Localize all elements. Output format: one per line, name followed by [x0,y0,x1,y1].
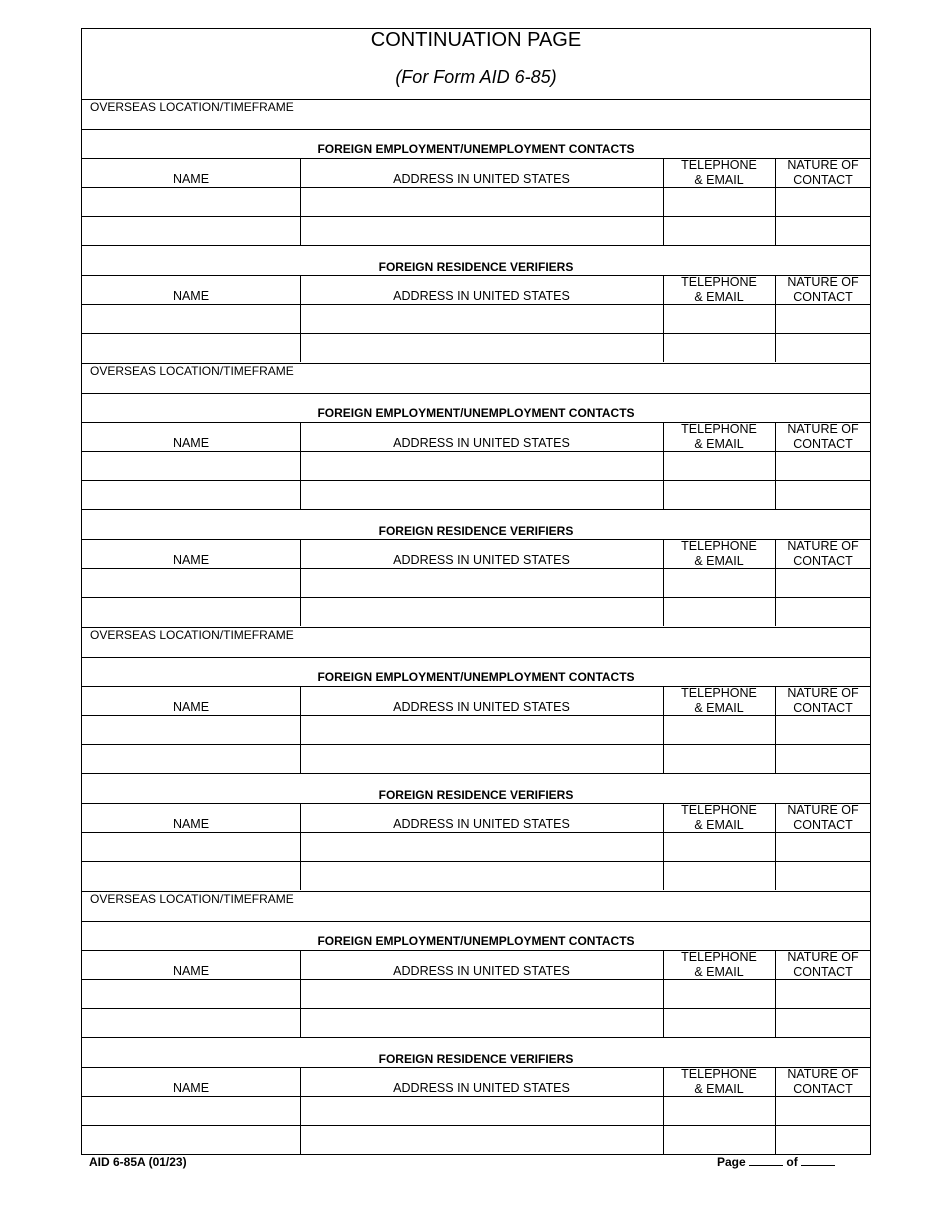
table-cell-address[interactable] [300,597,663,626]
table-cell-nature[interactable] [775,861,871,890]
table-cell-name[interactable] [82,861,300,890]
column-header-address: ADDRESS IN UNITED STATES [393,436,570,450]
column-header-address: ADDRESS IN UNITED STATES [393,700,570,714]
table-cell-address[interactable] [300,480,663,509]
column-divider [663,1067,664,1154]
table-cell-address[interactable] [300,304,663,333]
table-cell-name[interactable] [82,715,300,744]
employment-contacts-heading: FOREIGN EMPLOYMENT/UNEMPLOYMENT CONTACTS [317,670,635,684]
column-divider [775,422,776,509]
overseas-location-label: OVERSEAS LOCATION/TIMEFRAME [90,364,294,378]
table-cell-name[interactable] [82,568,300,597]
table-cell-address[interactable] [300,1008,663,1037]
table-cell-nature[interactable] [775,304,871,333]
table-cell-address[interactable] [300,451,663,480]
table-cell-address[interactable] [300,568,663,597]
row-divider [82,1037,870,1038]
table-cell-name[interactable] [82,1125,300,1154]
table-cell-address[interactable] [300,333,663,362]
column-divider [663,158,664,245]
table-cell-name[interactable] [82,1096,300,1125]
column-header-name: NAME [172,172,210,186]
column-header-nature: NATURE OF CONTACT [787,950,859,979]
column-header-telephone: TELEPHONE & EMAIL [681,158,757,187]
page-label: Page [717,1155,746,1169]
table-cell-telephone[interactable] [663,715,775,744]
column-header-address: ADDRESS IN UNITED STATES [393,1081,570,1095]
column-header-name: NAME [172,553,210,567]
column-divider [300,275,301,362]
column-header-name: NAME [172,700,210,714]
column-divider [663,539,664,626]
table-cell-name[interactable] [82,744,300,773]
table-cell-nature[interactable] [775,333,871,362]
table-cell-name[interactable] [82,597,300,626]
table-cell-name[interactable] [82,480,300,509]
table-cell-address[interactable] [300,744,663,773]
column-header-telephone: TELEPHONE & EMAIL [681,275,757,304]
table-cell-name[interactable] [82,832,300,861]
column-header-telephone: TELEPHONE & EMAIL [681,422,757,451]
employment-contacts-heading: FOREIGN EMPLOYMENT/UNEMPLOYMENT CONTACTS [317,934,635,948]
column-header-name: NAME [172,964,210,978]
column-header-name: NAME [172,436,210,450]
table-cell-address[interactable] [300,1125,663,1154]
table-cell-telephone[interactable] [663,480,775,509]
employment-contacts-heading: FOREIGN EMPLOYMENT/UNEMPLOYMENT CONTACTS [317,406,635,420]
table-cell-nature[interactable] [775,744,871,773]
column-divider [775,539,776,626]
column-header-name: NAME [172,817,210,831]
residence-verifiers-heading: FOREIGN RESIDENCE VERIFIERS [378,1052,574,1066]
overseas-location-label: OVERSEAS LOCATION/TIMEFRAME [90,628,294,642]
row-divider [82,245,870,246]
table-cell-telephone[interactable] [663,187,775,216]
column-header-name: NAME [172,289,210,303]
column-header-telephone: TELEPHONE & EMAIL [681,686,757,715]
table-cell-telephone[interactable] [663,1125,775,1154]
form-id: AID 6-85A (01/23) [89,1155,187,1169]
table-cell-telephone[interactable] [663,979,775,1008]
overseas-location-label: OVERSEAS LOCATION/TIMEFRAME [90,892,294,906]
table-cell-nature[interactable] [775,597,871,626]
column-header-address: ADDRESS IN UNITED STATES [393,817,570,831]
column-divider [775,803,776,890]
table-cell-telephone[interactable] [663,216,775,245]
row-divider [82,921,870,922]
column-divider [300,950,301,1037]
table-cell-address[interactable] [300,979,663,1008]
overseas-location-field[interactable] [90,641,860,655]
row-divider [82,129,870,130]
table-cell-address[interactable] [300,1096,663,1125]
table-cell-telephone[interactable] [663,568,775,597]
page-title: CONTINUATION PAGE [370,29,582,51]
table-cell-telephone[interactable] [663,861,775,890]
column-header-name: NAME [172,1081,210,1095]
column-divider [300,158,301,245]
table-cell-name[interactable] [82,304,300,333]
column-divider [775,275,776,362]
of-label: of [786,1155,798,1169]
column-header-telephone: TELEPHONE & EMAIL [681,803,757,832]
table-cell-name[interactable] [82,216,300,245]
row-divider [82,773,870,774]
column-divider [663,686,664,773]
column-header-address: ADDRESS IN UNITED STATES [393,289,570,303]
column-divider [300,1067,301,1154]
table-cell-nature[interactable] [775,568,871,597]
column-divider [775,686,776,773]
table-cell-name[interactable] [82,187,300,216]
residence-verifiers-heading: FOREIGN RESIDENCE VERIFIERS [378,524,574,538]
row-divider [82,393,870,394]
continuation-form [81,28,871,1155]
residence-verifiers-heading: FOREIGN RESIDENCE VERIFIERS [378,260,574,274]
table-cell-address[interactable] [300,861,663,890]
column-header-nature: NATURE OF CONTACT [787,1067,859,1096]
table-cell-nature[interactable] [775,480,871,509]
table-cell-nature[interactable] [775,832,871,861]
table-cell-nature[interactable] [775,451,871,480]
column-divider [300,686,301,773]
table-cell-address[interactable] [300,187,663,216]
column-divider [775,950,776,1037]
page-total-field[interactable] [801,1155,835,1166]
column-divider [775,1067,776,1154]
column-header-telephone: TELEPHONE & EMAIL [681,950,757,979]
column-header-telephone: TELEPHONE & EMAIL [681,1067,757,1096]
overseas-location-field[interactable] [90,905,860,919]
column-divider [663,950,664,1037]
page-number-field[interactable] [749,1155,783,1166]
table-cell-nature[interactable] [775,1096,871,1125]
table-cell-telephone[interactable] [663,1096,775,1125]
table-cell-telephone[interactable] [663,744,775,773]
table-cell-telephone[interactable] [663,304,775,333]
column-header-nature: NATURE OF CONTACT [787,539,859,568]
table-cell-address[interactable] [300,715,663,744]
column-divider [663,803,664,890]
column-divider [663,422,664,509]
table-cell-name[interactable] [82,333,300,362]
column-divider [663,275,664,362]
table-cell-telephone[interactable] [663,1008,775,1037]
table-cell-address[interactable] [300,832,663,861]
table-cell-nature[interactable] [775,216,871,245]
page-subtitle: (For Form AID 6-85) [395,67,557,87]
table-cell-name[interactable] [82,979,300,1008]
table-cell-telephone[interactable] [663,597,775,626]
page-counter [717,1155,835,1169]
table-cell-nature[interactable] [775,187,871,216]
table-cell-telephone[interactable] [663,333,775,362]
column-header-address: ADDRESS IN UNITED STATES [393,964,570,978]
column-header-nature: NATURE OF CONTACT [787,803,859,832]
column-divider [300,539,301,626]
row-divider [82,509,870,510]
residence-verifiers-heading: FOREIGN RESIDENCE VERIFIERS [378,788,574,802]
table-cell-name[interactable] [82,1008,300,1037]
table-cell-nature[interactable] [775,1125,871,1154]
overseas-location-label: OVERSEAS LOCATION/TIMEFRAME [90,100,294,114]
column-header-address: ADDRESS IN UNITED STATES [393,172,570,186]
column-divider [300,803,301,890]
column-divider [775,158,776,245]
column-divider [300,422,301,509]
table-cell-telephone[interactable] [663,832,775,861]
table-cell-address[interactable] [300,216,663,245]
table-cell-name[interactable] [82,451,300,480]
employment-contacts-heading: FOREIGN EMPLOYMENT/UNEMPLOYMENT CONTACTS [317,142,635,156]
table-cell-nature[interactable] [775,1008,871,1037]
column-header-nature: NATURE OF CONTACT [787,275,859,304]
table-cell-telephone[interactable] [663,451,775,480]
overseas-location-field[interactable] [90,113,860,127]
column-header-nature: NATURE OF CONTACT [787,422,859,451]
overseas-location-field[interactable] [90,377,860,391]
column-header-address: ADDRESS IN UNITED STATES [393,553,570,567]
row-divider [82,657,870,658]
column-header-nature: NATURE OF CONTACT [787,686,859,715]
table-cell-nature[interactable] [775,979,871,1008]
column-header-telephone: TELEPHONE & EMAIL [681,539,757,568]
table-cell-nature[interactable] [775,715,871,744]
column-header-nature: NATURE OF CONTACT [787,158,859,187]
